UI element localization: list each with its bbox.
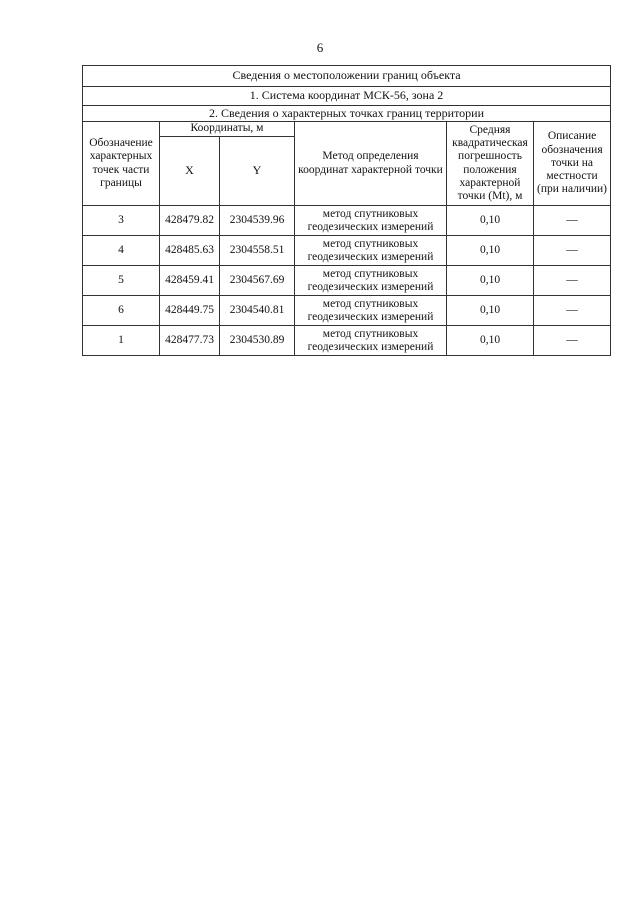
points-section-label: 2. Сведения о характерных точках границ территории [83,106,611,122]
cell-y: 2304567.69 [220,266,295,296]
cell-point: 1 [83,326,160,356]
header-y: Y [220,137,295,206]
cell-error: 0,10 [447,296,534,326]
header-row [83,122,611,137]
cell-x: 428485.63 [160,236,220,266]
page-number: 6 [316,40,324,55]
header-description: Описание обозначения точки на местности (при наличии) [534,122,611,206]
table-row [83,236,611,266]
cell-description: — [534,326,611,356]
cell-point: 6 [83,296,160,326]
cell-description: — [534,296,611,326]
cell-x: 428449.75 [160,296,220,326]
table-row [83,326,611,356]
cell-x: 428479.82 [160,206,220,236]
header-coordinates: Координаты, м [160,122,295,137]
cell-method: метод спутниковых геодезических измерений [295,236,447,266]
cell-x: 428459.41 [160,266,220,296]
boundary-table [82,65,611,356]
cell-method: метод спутниковых геодезических измерений [295,206,447,236]
cell-y: 2304539.96 [220,206,295,236]
cell-y: 2304540.81 [220,296,295,326]
table-title: Сведения о местоположении границ объекта [83,66,611,87]
cell-y: 2304530.89 [220,326,295,356]
header-point: Обозначение характерных точек части границы [83,122,160,206]
header-method: Метод определения координат характерной точки [295,122,447,206]
cell-method: метод спутниковых геодезических измерений [295,296,447,326]
section-row [83,106,611,122]
cell-point: 5 [83,266,160,296]
cell-method: метод спутниковых геодезических измерений [295,326,447,356]
cell-x: 428477.73 [160,326,220,356]
coordinate-system-label: 1. Система координат МСК-56, зона 2 [83,87,611,106]
section-row [83,87,611,106]
cell-description: — [534,266,611,296]
table-row [83,266,611,296]
cell-method: метод спутниковых геодезических измерений [295,266,447,296]
header-x: X [160,137,220,206]
cell-error: 0,10 [447,326,534,356]
header-error: Средняя квадратическая погрешность положения характерной точки (Mt), м [447,122,534,206]
cell-point: 4 [83,236,160,266]
cell-error: 0,10 [447,266,534,296]
cell-description: — [534,206,611,236]
table-row [83,296,611,326]
table-row [83,206,611,236]
cell-error: 0,10 [447,236,534,266]
cell-description: — [534,236,611,266]
cell-point: 3 [83,206,160,236]
cell-error: 0,10 [447,206,534,236]
cell-y: 2304558.51 [220,236,295,266]
table-title-row [83,66,611,87]
